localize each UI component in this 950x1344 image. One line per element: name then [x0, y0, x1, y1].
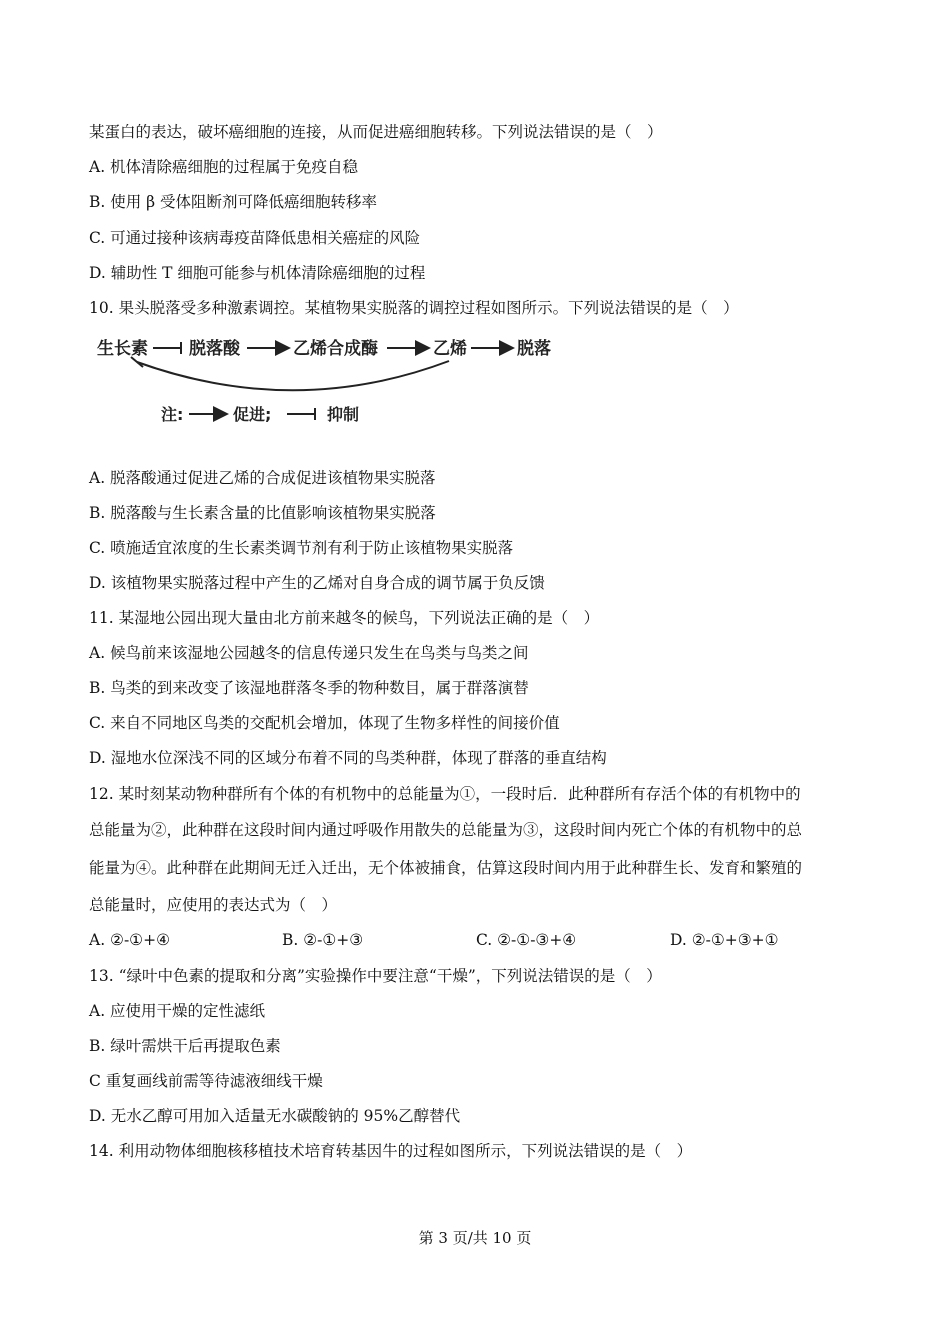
node-abscisic-acid: 脱落酸 [189, 339, 240, 359]
q10-option-b: B. 脱落酸与生长素含量的比值影响该植物果实脱落 [89, 504, 436, 522]
q11-option-c: C. 来自不同地区鸟类的交配机会增加，体现了生物多样性的间接价值 [89, 714, 560, 732]
q14-stem: 14. 利用动物体细胞核移植技术培育转基因牛的过程如图所示，下列说法错误的是（ ） [89, 1142, 693, 1160]
q10-regulation-diagram [95, 334, 575, 434]
q12-option-a: A. ②-①+④ [89, 931, 170, 949]
q11-option-b: B. 鸟类的到来改变了该湿地群落冬季的物种数目，属于群落演替 [89, 679, 529, 697]
q13-option-c: C 重复画线前需等待滤液细线干燥 [89, 1072, 323, 1090]
q13-stem: 13. “绿叶中色素的提取和分离”实验操作中要注意“干燥”，下列说法错误的是（ ） [89, 967, 662, 985]
q11-stem: 11. 某湿地公园出现大量由北方前来越冬的候鸟，下列说法正确的是（ ） [89, 609, 600, 627]
q11-option-d: D. 湿地水位深浅不同的区域分布着不同的鸟类种群，体现了群落的垂直结构 [89, 749, 607, 767]
q10-option-c: C. 喷施适宜浓度的生长素类调节剂有利于防止该植物果实脱落 [89, 539, 514, 557]
node-ethylene-synthase: 乙烯合成酶 [293, 339, 378, 359]
q9-option-b: B. 使用 β 受体阻断剂可降低癌细胞转移率 [89, 193, 378, 211]
q10-stem: 10. 果头脱落受多种激素调控。某植物果实脱落的调控过程如图所示。下列说法错误的是（ ） [89, 299, 739, 317]
inhibit-edge-ethylene-auxin [137, 361, 449, 390]
q9-stem-tail: 某蛋白的表达，破坏癌细胞的连接，从而促进癌细胞转移。下列说法错误的是（ ） [89, 123, 663, 141]
q12-stem-line-1: 12. 某时刻某动物种群所有个体的有机物中的总能量为①，一段时后．此种群所有存活个体的有机物中的 [89, 785, 801, 803]
q12-stem-line-2: 总能量为②，此种群在这段时间内通过呼吸作用散失的总能量为③，这段时间内死亡个体的有机物中的总 [89, 821, 803, 839]
q10-option-d: D. 该植物果实脱落过程中产生的乙烯对自身合成的调节属于负反馈 [89, 574, 545, 592]
q9-option-d: D. 辅助性 T 细胞可能参与机体清除癌细胞的过程 [89, 264, 426, 282]
q12-stem-line-3: 能量为④。此种群在此期间无迁入迁出，无个体被捕食，估算这段时间内用于此种群生长、发育和繁殖的 [89, 859, 803, 877]
legend-note-label: 注: [161, 405, 184, 424]
q12-option-c: C. ②-①-③+④ [476, 931, 577, 949]
q12-option-d: D. ②-①+③+① [670, 931, 779, 949]
page-footer: 第 3 页/共 10 页 [418, 1229, 532, 1247]
legend-promote-label: 促进; [233, 405, 272, 424]
q13-option-d: D. 无水乙醇可用加入适量无水碳酸钠的 95%乙醇替代 [89, 1107, 461, 1125]
q13-option-a: A. 应使用干燥的定性滤纸 [89, 1002, 266, 1020]
q12-option-b: B. ②-①+③ [282, 931, 364, 949]
legend-inhibit-label: 抑制 [327, 405, 360, 424]
node-auxin: 生长素 [97, 339, 148, 359]
node-ethylene: 乙烯 [433, 339, 467, 359]
q12-stem-line-4: 总能量时，应使用的表达式为（ ） [89, 896, 338, 914]
q11-option-a: A. 候鸟前来该湿地公园越冬的信息传递只发生在鸟类与鸟类之间 [89, 644, 529, 662]
q10-option-a: A. 脱落酸通过促进乙烯的合成促进该植物果实脱落 [89, 469, 436, 487]
q9-option-a: A. 机体清除癌细胞的过程属于免疫自稳 [89, 158, 359, 176]
node-abscission: 脱落 [517, 339, 551, 359]
q13-option-b: B. 绿叶需烘干后再提取色素 [89, 1037, 281, 1055]
q9-option-c: C. 可通过接种该病毒疫苗降低患相关癌症的风险 [89, 229, 421, 247]
